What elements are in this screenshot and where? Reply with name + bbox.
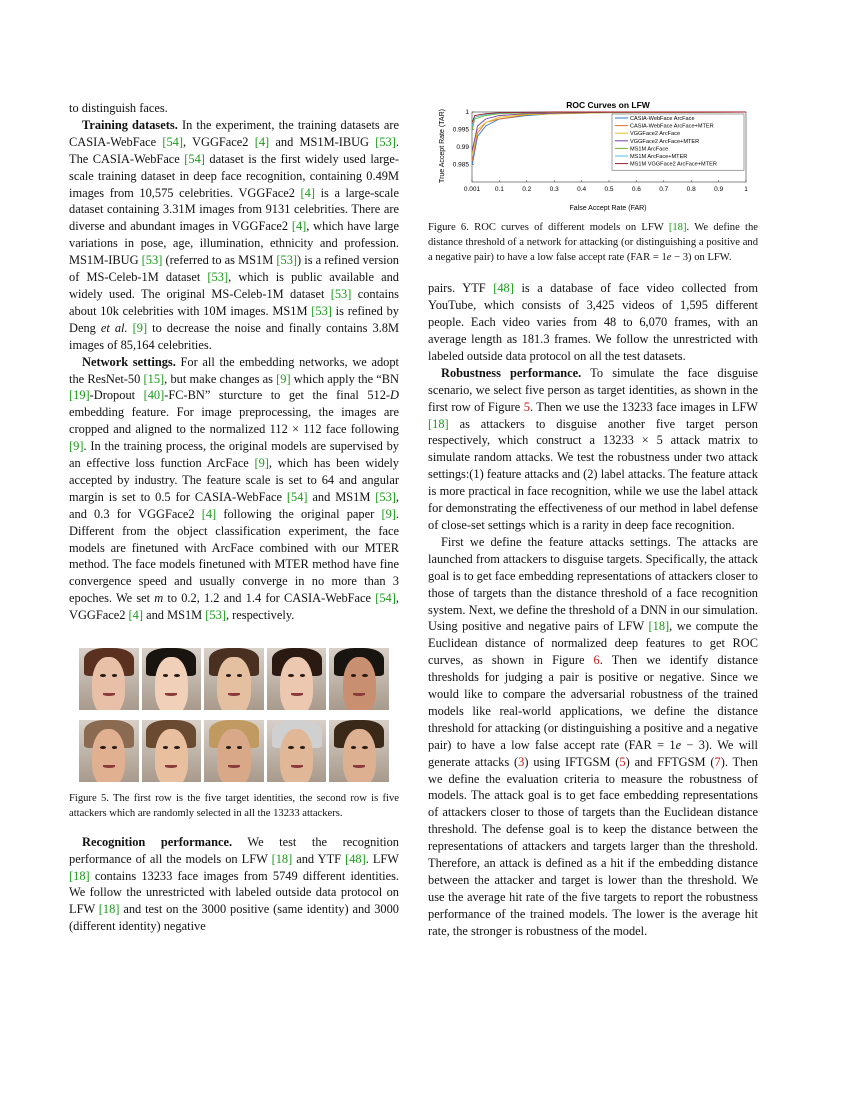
text-run: , which have large variations in pose, age, illumination, ethnicity and profession. MS1M-IBUG xyxy=(69,219,399,268)
citation-link[interactable]: [9] xyxy=(132,320,148,335)
face-grid-attackers xyxy=(79,720,389,782)
reference-link[interactable]: 6 xyxy=(593,653,600,668)
text-run: . LFW xyxy=(365,851,399,866)
text-run: . The CASIA-WebFace xyxy=(69,134,399,166)
face-eye xyxy=(362,674,367,677)
target-face-image xyxy=(79,648,139,710)
text-run: to decrease the noise and finally contains 3.8M images of 85,164 celebrities. xyxy=(69,320,399,352)
chart-legend xyxy=(612,114,744,170)
chart-xlabel: False Accept Rate (FAR) xyxy=(569,205,647,212)
attacker-face-image xyxy=(142,720,202,782)
face-mouth xyxy=(353,693,365,696)
chart-title: ROC Curves on LFW xyxy=(566,100,650,110)
text-run: -FC-BN” sturcture to get the final 512- xyxy=(164,388,391,403)
text-run: following the original paper xyxy=(216,506,382,521)
citation-link[interactable]: [54] xyxy=(162,134,183,149)
face-skin xyxy=(155,729,188,782)
text-run: In the experiment, the training datasets are CASIA-WebFace xyxy=(69,117,399,149)
target-face-image xyxy=(142,648,202,710)
face-mouth xyxy=(165,765,177,768)
reference-link[interactable]: 5 xyxy=(619,754,626,769)
text-run: -Dropout xyxy=(89,388,144,403)
text-run: , which is public available and widely used. The original MS-Celeb-1M dataset xyxy=(69,270,399,301)
face-skin xyxy=(280,729,313,782)
citation-link[interactable]: [53] xyxy=(375,134,396,149)
text-run: contains about 10k celebrities with 10M images. MS1M xyxy=(69,286,400,318)
legend-entry: MS1M ArcFace xyxy=(630,146,669,153)
italic-text: e xyxy=(666,251,672,263)
paragraph-training-datasets xyxy=(69,117,399,354)
text-run: . Then we identify distance thresholds for judging a pair is positive or negative. Since we would like to compare the adversarial robustness of the trained models like real-world applications, we define the distance threshold for attacking (or distinguishing a positive and a negative pair) to have a low false accept rate (FAR = 1 xyxy=(428,653,758,752)
attacker-face-image xyxy=(267,720,327,782)
paragraph-recognition xyxy=(69,834,399,935)
x-tick-label: 0.9 xyxy=(714,186,724,193)
citation-link[interactable]: [53] xyxy=(207,270,229,285)
face-skin xyxy=(343,729,376,782)
face-skin xyxy=(217,729,250,782)
text-run: to 0.2, 1.2 and 1.4 for CASIA-WebFace xyxy=(163,591,376,606)
citation-link[interactable]: [9] xyxy=(276,371,291,386)
section-head-training: Training datasets. xyxy=(82,117,178,132)
attacker-face-image xyxy=(204,720,264,782)
chart-ylabel: True Accept Rate (TAR) xyxy=(439,109,446,183)
italic-text: m xyxy=(154,591,164,606)
face-skin xyxy=(92,729,125,782)
citation-link[interactable]: [54] xyxy=(286,489,308,504)
attacker-face-image xyxy=(329,720,389,782)
citation-link[interactable]: [4] xyxy=(128,608,143,623)
text-run: . We define the distance threshold of a network for attacking (or distinguishing a positive and a negative pair) to have a low false accept rate (FAR = 1 xyxy=(428,221,758,263)
citation-link[interactable]: [54] xyxy=(184,151,205,166)
paragraph-robustness xyxy=(428,365,758,534)
target-face-image xyxy=(204,648,264,710)
citation-link[interactable]: [18] xyxy=(69,868,90,883)
face-skin xyxy=(155,657,188,710)
legend-entry: VGGFace2 ArcFace+MTER xyxy=(630,138,700,145)
text-run: and MS1M xyxy=(307,489,376,504)
x-tick-label: 0.7 xyxy=(659,186,669,193)
citation-link[interactable]: [40] xyxy=(143,388,165,403)
citation-link[interactable]: [15] xyxy=(143,371,165,386)
face-mouth xyxy=(103,693,115,696)
section-head-robustness: Robustness performance. xyxy=(441,365,582,380)
face-mouth xyxy=(228,693,240,696)
text-run: is a large-scale dataset containing 3.31M images from 9131 celebrities. There are diverse and abundant images in VGGFace2 xyxy=(69,185,399,234)
text-run: . In the training process, the original models are supervised by an effective loss function ArcFace xyxy=(69,439,399,471)
face-mouth xyxy=(353,765,365,768)
citation-link[interactable]: [53] xyxy=(276,253,298,268)
text-run: ) using IFTGSM ( xyxy=(524,754,620,769)
legend-entry: MS1M VGGFace2 ArcFace+MTER xyxy=(630,161,717,168)
face-skin xyxy=(217,657,250,710)
section-head-network: Network settings. xyxy=(82,354,176,369)
y-tick-label: 0.99 xyxy=(456,144,469,151)
x-tick-label: 0.6 xyxy=(631,186,641,193)
paragraph-intro-end: to distinguish faces. xyxy=(69,101,168,115)
text-run: and MS1M-IBUG xyxy=(269,134,376,149)
text-run: is a database of face video collected from YouTube, which consists of 3,425 videos of 1,595 different people. Each video varies from 48 to 6,070 frames, with an average length as 181.3 frames. We follow the unrestricted with labeled outside data protocol on all the test datasets. xyxy=(428,281,758,363)
text-run: − 3). We will generate attacks ( xyxy=(428,737,758,769)
x-tick-label: 0.4 xyxy=(577,186,587,193)
x-tick-label: 0.1 xyxy=(494,186,504,193)
text-run: To simulate the face disguise scenario, we select five person as target identities, as shown in the first row of Figure xyxy=(428,365,758,414)
reference-link[interactable]: 3 xyxy=(518,754,525,769)
text-run: , but make changes as xyxy=(164,371,277,386)
text-run: embedding feature. For image preprocessing, the images are cropped and aligned to the normalized 112 × 112 face following xyxy=(69,405,399,437)
x-tick-label: 0.5 xyxy=(604,186,614,193)
attacker-face-image xyxy=(79,720,139,782)
text-run: ) and FFTGSM ( xyxy=(625,754,715,769)
citation-link[interactable]: [4] xyxy=(201,506,217,521)
citation-link[interactable]: [9] xyxy=(254,456,269,471)
citation-link[interactable]: [53] xyxy=(375,489,396,504)
target-face-image xyxy=(329,648,389,710)
citation-link[interactable]: [48] xyxy=(493,281,514,296)
text-run: , we compute the Euclidean distance of normalized deep features to get ROC curves, as shown in Figure xyxy=(428,619,758,668)
text-run: , and 0.3 for VGGFace2 xyxy=(69,489,400,521)
face-skin xyxy=(343,657,376,710)
legend-entry: MS1M ArcFace+MTER xyxy=(630,154,688,160)
text-run: For all the embedding networks, we adopt the ResNet-50 xyxy=(69,354,399,386)
text-run: Figure 6. ROC curves of different models on LFW xyxy=(428,221,669,233)
face-mouth xyxy=(291,765,303,768)
left-column xyxy=(69,100,399,935)
face-eye xyxy=(362,746,367,749)
text-run: First we define the feature attacks settings. The attacks are launched from attackers to disguise targets. Specifically, the attack goal is to get face embedding representations of attackers closer to those of targets than the distance threshold of a face recognition system. Next, we define the threshold of a DNN in our simulation. Using positive and negative pairs of LFW xyxy=(428,534,758,634)
text-run: ). Then we define the evaluation criteria to measure the robustness of models. The attack goal is to get face embedding representations of attackers closer to those of targets than the Euclidean distance threshold. The defense goal is to keep the distance between the representations of attackers and targets larger than the threshold. Therefore, an attack is defined as a hit if the embedding distance between the attacker and target is lower than the threshold. We use the average hit rate of the five targets to report the robustness performance of the trained models. The lower is the average hit rate, the stronger is robustness of the model. xyxy=(428,754,758,938)
figure-5-caption: Figure 5. The first row is the five target identities, the second row is five attackers which are randomly selected in all the 13233 attackers. xyxy=(69,793,399,819)
text-run: as attackers to disguise another five target person respectively, which construct a 13233 × 5 attack matrix to simulate random attacks. We test the robustness under two attack settings:(1) feature attacks and (2) label attacks. The feature attack is more practical in face recognition, while we use the label attack for demonstrating the effectiveness of our method in label defense of close-set settings which is a rarity in deep face recognition. xyxy=(428,416,758,532)
text-run: − 3) on LFW. xyxy=(671,251,732,263)
citation-link[interactable]: [54] xyxy=(375,591,396,606)
citation-link[interactable]: [4] xyxy=(291,219,307,234)
text-run: and test on the 3000 positive (same identity) and 3000 (different identity) negative xyxy=(69,902,399,934)
citation-link[interactable]: [9] xyxy=(381,506,396,521)
text-run: (referred to as MS1M xyxy=(162,253,277,268)
recognition-text xyxy=(69,835,399,934)
citation-link[interactable]: [4] xyxy=(254,134,270,149)
text-run: , which has been widely accepted by industry. The feature scale is set to 64 and angular margin is set to 0.5 for CASIA-WebFace xyxy=(69,456,399,504)
citation-link[interactable]: [4] xyxy=(300,185,315,200)
face-skin xyxy=(92,657,125,710)
x-tick-label: 0.3 xyxy=(549,186,559,193)
citation-link[interactable]: [18] xyxy=(428,416,449,431)
legend-entry: VGGFace2 ArcFace xyxy=(630,131,681,138)
face-mouth xyxy=(228,765,240,768)
x-tick-label: 0.001 xyxy=(463,186,481,193)
text-run: , respectively. xyxy=(225,608,295,623)
y-tick-label: 0.985 xyxy=(452,161,469,169)
x-tick-label: 0.8 xyxy=(686,186,696,193)
face-eye xyxy=(288,674,293,677)
text-run: dataset is the first widely used large-scale training dataset in deep face recognition, containing 0.49M images from 10,575 celebrities. VGGFace2 xyxy=(69,151,399,200)
text-run: and YTF xyxy=(292,851,346,866)
reference-link[interactable]: 5 xyxy=(523,399,530,414)
text-run: contains 13233 face images from 5749 different identities. We follow the unrestricted with labeled outside data protocol on LFW xyxy=(69,868,399,917)
paragraph-ytf xyxy=(428,280,758,365)
face-skin xyxy=(280,657,313,710)
citation-link[interactable]: [18] xyxy=(98,902,120,917)
right-column xyxy=(428,100,758,940)
italic-text: D xyxy=(390,388,399,403)
text-run: We test the recognition performance of all the models on LFW xyxy=(69,834,399,866)
x-tick-label: 0.2 xyxy=(522,186,532,193)
citation-link[interactable]: [18] xyxy=(648,619,670,634)
citation-link[interactable]: [19] xyxy=(69,388,90,403)
citation-link[interactable]: [9] xyxy=(69,439,84,454)
network-text xyxy=(69,355,399,623)
text-run: , VGGFace2 xyxy=(69,591,399,623)
legend-entry: CASIA-WebFace ArcFace+MTER xyxy=(630,123,714,130)
target-face-image xyxy=(267,648,327,710)
roc-chart xyxy=(428,100,758,212)
text-run: , VGGFace2 xyxy=(182,134,255,149)
paragraph-network-settings xyxy=(69,354,399,625)
face-grid-targets xyxy=(79,648,389,710)
training-text xyxy=(69,118,399,352)
citation-link[interactable]: [53] xyxy=(205,608,226,623)
italic-text: e xyxy=(675,737,682,752)
text-run: is refined by Deng xyxy=(69,303,399,335)
x-tick-label: 1 xyxy=(744,186,748,193)
face-mouth xyxy=(291,693,303,696)
paragraph-feature-attacks xyxy=(428,534,758,940)
face-mouth xyxy=(103,765,115,768)
y-tick-label: 0.995 xyxy=(452,126,469,134)
figure-5 xyxy=(69,648,399,822)
figure-6 xyxy=(428,100,758,265)
text-run: ) is a refined version of MS-Celeb-1M dataset xyxy=(69,253,399,285)
text-run: and MS1M xyxy=(142,608,206,623)
legend-entry: CASIA-WebFace ArcFace xyxy=(630,116,695,122)
text-run: pairs. YTF xyxy=(428,281,494,296)
y-tick-label: 1 xyxy=(465,109,469,116)
italic-text: et al. xyxy=(100,320,128,335)
face-eye xyxy=(288,746,293,749)
citation-link[interactable]: [53] xyxy=(141,253,163,268)
text-run: which apply the “BN xyxy=(290,371,399,386)
citation-link[interactable]: [48] xyxy=(345,851,366,866)
reference-link[interactable]: 7 xyxy=(714,754,721,769)
citation-link[interactable]: [53] xyxy=(311,303,332,318)
citation-link[interactable]: [18] xyxy=(668,221,687,233)
section-head-recognition: Recognition performance. xyxy=(82,834,233,849)
text-run: . Different from the object classification experiment, the face models are finetuned with ArcFace combined with our MTER method. The face models finetuned with MTER method have fine convergence speed and usually converge in no more than 3 epoches. We set xyxy=(69,506,399,606)
citation-link[interactable]: [53] xyxy=(330,286,352,301)
figure-6-caption xyxy=(428,221,758,265)
face-mouth xyxy=(165,693,177,696)
citation-link[interactable]: [18] xyxy=(271,851,293,866)
text-run: . Then we use the 13233 face images in LFW xyxy=(529,399,758,414)
